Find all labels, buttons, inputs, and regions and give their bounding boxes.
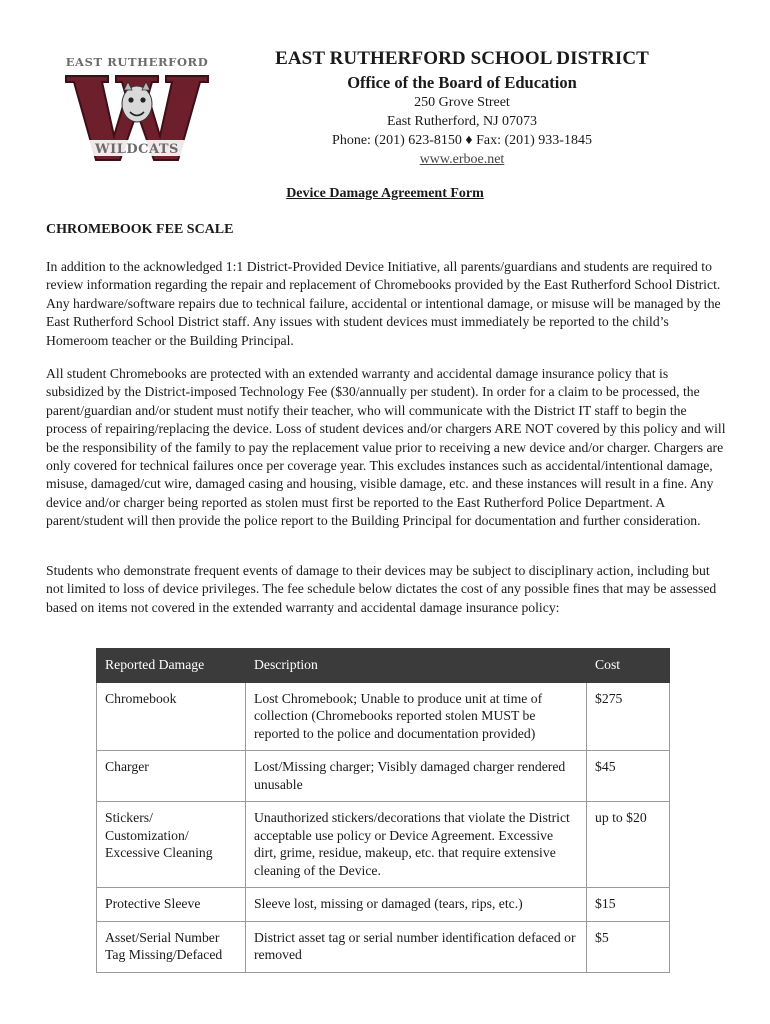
cell-description: Lost/Missing charger; Visibly damaged charger rendered unusable — [246, 751, 587, 802]
cell-cost: $15 — [587, 888, 670, 922]
cell-damage: Charger — [97, 751, 246, 802]
district-name: EAST RUTHERFORD SCHOOL DISTRICT — [275, 48, 649, 69]
cell-description: Unauthorized stickers/decorations that violate the District acceptable use policy or Device Agreement. Excessive dirt, grime, residue, makeup, etc. that require extensive cleaning of the Device. — [246, 802, 587, 888]
cell-cost: up to $20 — [587, 802, 670, 888]
logo-bottom-text: WILDCATS — [95, 142, 179, 157]
cell-cost: $275 — [587, 682, 670, 751]
table-row — [97, 921, 670, 972]
cell-damage: Stickers/ Customization/ Excessive Cleaning — [97, 802, 246, 888]
header-reported-damage: Reported Damage — [97, 649, 246, 683]
table-header-row — [97, 649, 670, 683]
header-description: Description — [246, 649, 587, 683]
fee-table — [96, 648, 670, 973]
website-link[interactable]: www.erboe.net — [419, 152, 505, 167]
table-row — [97, 751, 670, 802]
header-cost: Cost — [587, 649, 670, 683]
cell-description: Sleeve lost, missing or damaged (tears, rips, etc.) — [246, 888, 587, 922]
office-name: Office of the Board of Education — [347, 73, 577, 92]
cell-description: District asset tag or serial number identification defaced or removed — [246, 921, 587, 972]
logo-top-text: EAST RUTHERFORD — [65, 55, 209, 69]
cell-damage: Asset/Serial Number Tag Missing/Defaced — [97, 921, 246, 972]
cell-cost: $45 — [587, 751, 670, 802]
cell-damage: Protective Sleeve — [97, 888, 246, 922]
district-logo — [62, 52, 212, 170]
warranty-paragraph: All student Chromebooks are protected with an extended warranty and accidental damage insurance policy that is subsidized by the District-imposed Technology Fee ($30/annually per student). In order for a claim to be processed, the parent/guardian and/or student must notify their teacher, who will communicate with the District IT staff to begin the process of repairing/replacing the device. Loss of student devices and/or chargers ARE NOT covered by this policy and will be the responsibility of the family to pay the replacement value prior to receiving a new device and/or charger. Chargers are only covered for technical failures once per coverage year. This excludes instances such as accidental/intentional damage, misuse, damaged/cut wire, damaged casing and housing, visible damage, etc. and these instances will result in a fine. Any device and/or charger being reported as stolen must first be reported to the East Rutherford Police Department. A parent/student will then provide the police report to the Building Principal for documentation and further consideration. — [46, 366, 726, 529]
section-title: CHROMEBOOK FEE SCALE — [46, 222, 234, 237]
discipline-paragraph: Students who demonstrate frequent events of damage to their devices may be subject to disciplinary action, including but not limited to loss of device privileges. The fee schedule below dictates the cost of any possible fines that may be assessed based on items not covered in the extended warranty and accidental damage insurance policy: — [46, 563, 717, 615]
phone-fax: Phone: (201) 623-8150 ♦ Fax: (201) 933-1845 — [332, 133, 592, 148]
letterhead — [230, 48, 694, 169]
table-row — [97, 888, 670, 922]
cell-description: Lost Chromebook; Unable to produce unit at time of collection (Chromebooks reported stolen MUST be reported to the police and documentation provided) — [246, 682, 587, 751]
city-state-zip: East Rutherford, NJ 07073 — [386, 114, 538, 129]
table-row — [97, 682, 670, 751]
cell-cost: $5 — [587, 921, 670, 972]
cell-damage: Chromebook — [97, 682, 246, 751]
form-title: Device Damage Agreement Form — [286, 186, 484, 201]
intro-paragraph: In addition to the acknowledged 1:1 District-Provided Device Initiative, all parents/guardians and students are required to review information regarding the repair and replacement of Chromebooks provided by the East Rutherford School District. Any hardware/software repairs due to technical failure, accidental or intentional damage, or misuse will be managed by the East Rutherford School District staff. Any issues with student devices must immediately be reported to the child’s Homeroom teacher or the Building Principal. — [46, 259, 721, 348]
table-row — [97, 802, 670, 888]
street-address: 250 Grove Street — [414, 95, 510, 110]
